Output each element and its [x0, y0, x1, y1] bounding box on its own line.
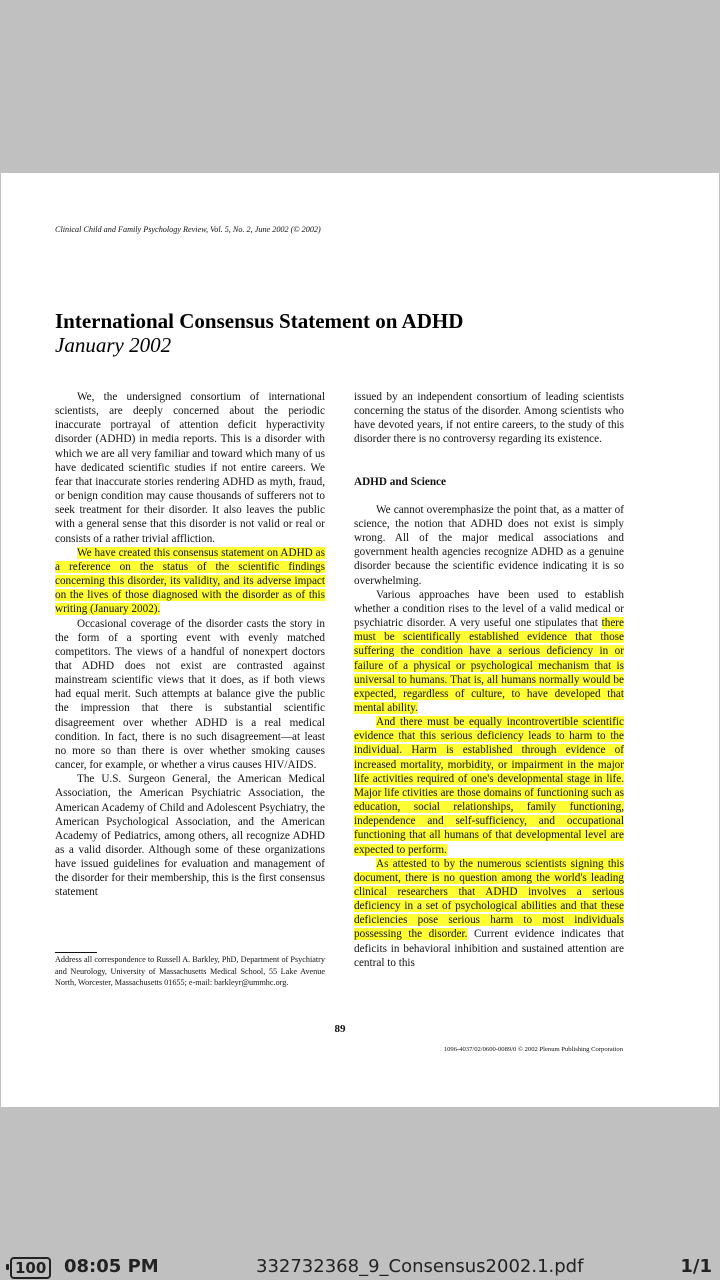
paragraph-science: We cannot overemphasize the point that, as a matter of science, the notion that ADHD does not exist is simply wrong. All of the major medical associations and government health agencies recognize ADHD as a genuine disorder because the scientific evidence indicating it is so overwhelming. [354, 503, 624, 587]
paragraph-attested-text: Current evidence indicates that deficits in behavioral inhibition and sustained attention are central to this [354, 928, 625, 969]
page-indicator[interactable]: 1/1 [680, 1256, 712, 1277]
paragraph-attested [354, 857, 624, 970]
clock: 08:05 PM [64, 1256, 159, 1277]
battery-icon [6, 1264, 9, 1270]
paragraph-purpose [55, 546, 325, 617]
paragraph-harm [354, 715, 624, 857]
journal-citation: Clinical Child and Family Psychology Review, Vol. 5, No. 2, June 2002 (© 2002) [55, 225, 321, 234]
paragraph-organizations: The U.S. Surgeon General, the American Medical Association, the American Psychiatric Association, the American Academy of Child and Adolescent Psychiatry, the American Psychological Association, and the American Academy of Pediatrics, among others, all recognize ADHD as a valid disorder. Although some of these organizations have issued guidelines for evaluation and management of the disorder for their membership, this is the first consensus statement [55, 773, 325, 899]
battery-level: 100 [10, 1257, 51, 1279]
footnote-divider [55, 952, 97, 953]
paragraph-approaches [354, 588, 624, 715]
file-name: 332732368_9_Consensus2002.1.pdf [256, 1256, 584, 1277]
pdf-page[interactable] [1, 173, 719, 1107]
paragraph-intro: We, the undersigned consortium of international scientists, are deeply concerned about the periodic inaccurate portrayal of attention deficit hyperactivity disorder (ADHD) in media reports. This is a disorder with which we are all very familiar and toward which many of us have dedicated scientific studies if not entire careers. We fear that inaccurate stories rendering ADHD as myth, fraud, or benign condition may cause thousands of sufferers not to seek treatment for their disorder. It also leaves the public with a general sense that this disorder is not valid or real or consists of a rather trivial affliction. [55, 391, 325, 545]
highlighted-text: We have created this consensus statement on ADHD as a reference on the status of the scientific findings concerning this disorder, its validity, and its adverse impact on the lives of those diagnosed with the disorder as of this writing (January 2002). [55, 546, 325, 616]
copyright-line: 1096-4037/02/0600-0089/0 © 2002 Plenum Publishing Corporation [443, 1046, 623, 1053]
highlighted-text: And there must be equally incontrovertible scientific evidence that this serious deficiency leads to harm to the individual. Harm is established through evidence of increased mortality, morbidity, or impairment in the major life activities required of one's developmental stage in life. Major life ctivities are those domains of functioning such as education, social relationships, family functioning, independence and self-sufficiency, and occupational functioning that all humans of that developmental level are expected to perform. [354, 716, 624, 856]
highlighted-text: there must be scientifically established evidence that those suffering the condition have a serious deficiency in or failure of a physical or psychological mechanism that is universal to humans. That is, all humans normally would be expected, regardless of culture, to have developed that mental ability. [354, 617, 624, 714]
document-title: International Consensus Statement on ADHD [55, 309, 464, 333]
paragraph-continued: issued by an independent consortium of leading scientists concerning the status of the disorder. Among scientists who have devoted years, if not entire careers, to the study of this disorder there is no controversy regarding its existence. [354, 391, 624, 446]
right-column [354, 390, 624, 970]
paragraph-approaches-text: Various approaches have been used to establish whether a condition rises to the level of a valid medical or psychiatric disorder. A very useful one stipulates that [354, 588, 624, 630]
document-subtitle: January 2002 [55, 333, 172, 357]
page-number: 89 [334, 1023, 346, 1035]
status-bar [0, 1254, 720, 1280]
footnote: Address all correspondence to Russell A. Barkley, PhD, Department of Psychiatry and Neurology, University of Massachusetts Medical School, 55 Lake Avenue North, Worcester, Massachusetts 01655; e-mail: barkleyr@ummhc.org. [55, 955, 325, 988]
highlighted-text: As attested to by the numerous scientists signing this document, there is no question among the world's leading clinical researchers that ADHD involves a serious deficiency in a set of psychological abilities and that these deficiencies pose serious harm to most individuals possessing the disorder. [354, 857, 624, 941]
section-heading: ADHD and Science [354, 475, 446, 488]
left-column [55, 390, 325, 900]
paragraph-coverage: Occasional coverage of the disorder casts the story in the form of a sporting event with evenly matched competitors. The views of a handful of nonexpert doctors that ADHD does not exist are contrasted against mainstream scientific views that it does, as if both views had equal merit. Such attempts at balance give the public the impression that there is substantial scientific disagreement over whether ADHD is a real medical condition. In fact, there is no such disagreement—at least no more so than there is over whether smoking causes cancer, for example, or whether a virus causes HIV/AIDS. [55, 617, 325, 772]
